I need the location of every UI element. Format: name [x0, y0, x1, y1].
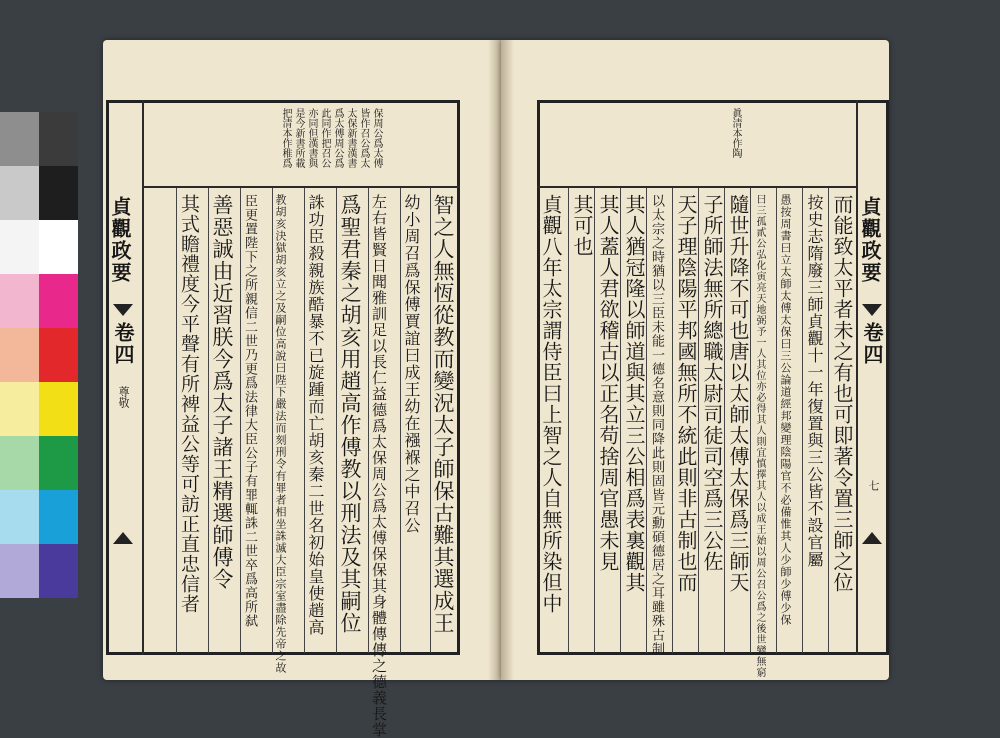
fishtail-mark-top [113, 304, 133, 316]
swatch-gray [0, 112, 39, 166]
left-headnote-rule [142, 186, 460, 188]
column-rule [698, 188, 699, 653]
swatch-salmon [0, 328, 39, 382]
text-column-7: 天子理陰陽平邦國無所不統此則非古制也而 [674, 194, 698, 593]
text-column-3: 左右皆賢日聞雅訓足以長仁益德爲太保周公爲太傅保保其身體傳傳之德義長掌 [370, 194, 388, 738]
column-rule [272, 188, 273, 653]
column-rule [776, 188, 777, 653]
fishtail-mark-top-right [862, 304, 882, 316]
swatch-purple [39, 544, 78, 598]
text-column-1: 智之人無恆從教而變況太子師保古難其選成王 [431, 194, 455, 634]
headnote-line: 爲太傅周公爲 [332, 108, 343, 168]
column-rule [620, 188, 621, 653]
book-title-label: 貞觀政要 [108, 196, 132, 284]
headnote-line: 是今新書所載 [293, 108, 304, 168]
swatch-light-cyan [0, 490, 39, 544]
text-column-2: 按史志隋廢三師貞觀十一年復置與三公皆不設官屬 [805, 194, 824, 568]
swatch-white-2 [39, 220, 78, 274]
column-rule [750, 188, 751, 653]
text-column-1: 而能致太平者未之有也可即著令置三師之位 [830, 194, 854, 593]
column-rule [176, 188, 177, 653]
left-edge-column-rule [142, 100, 144, 655]
swatch-black [39, 166, 78, 220]
column-rule [802, 188, 803, 653]
volume-label-right: 卷四 [860, 322, 884, 366]
column-rule [646, 188, 647, 653]
book-gutter [488, 40, 514, 680]
text-column-8: 以太宗之時猶以三臣未能一德名意則同降此則固皆元勳碩德居之耳雖殊古制 [649, 194, 664, 656]
column-rule [724, 188, 725, 653]
swatch-light-yellow [0, 382, 39, 436]
text-column-6: 教胡亥決獄胡亥立之及嗣位高說曰陛下嚴法而刻刑令有罪者相坐誅滅大臣宗室盡除先帝之故 [274, 194, 287, 674]
text-column-12: 貞觀八年太宗謂侍臣曰上智之人自無所染但中 [539, 194, 563, 614]
text-column-6: 子所師法無所總職太尉司徒司空爲三公佐 [700, 194, 724, 572]
swatch-dark-gray [39, 112, 78, 166]
headnote-line: 把清本作稚爲 [280, 108, 291, 168]
headnote-line: 太保新書漢書 [345, 108, 356, 168]
swatch-white [0, 220, 39, 274]
color-calibration-strip [0, 112, 78, 602]
volume-label: 卷四 [111, 322, 135, 366]
text-column-5: 隨世升降不可也唐以太師太傅太保爲三師天 [726, 194, 750, 593]
swatch-pink [0, 274, 39, 328]
column-rule [828, 188, 829, 653]
text-column-10: 其人蓋人君欲稽古以正名苟捨周官愚未見 [596, 194, 620, 572]
leaf-number: 七 [867, 480, 880, 491]
swatch-light-green [0, 436, 39, 490]
column-rule [336, 188, 337, 653]
swatch-yellow [39, 382, 78, 436]
column-rule [594, 188, 595, 653]
swatch-lavender [0, 544, 39, 598]
right-headnote-rule [537, 186, 856, 188]
fishtail-mark-bottom [113, 532, 133, 544]
text-column-5: 誅功臣殺親族酷暴不已旋踵而亡胡亥秦二世名初始皇使趙高 [306, 194, 325, 636]
small-label: 尊敬 [117, 386, 130, 408]
column-rule [208, 188, 209, 653]
headnote-line: 亦同但漢書與 [306, 108, 317, 168]
book-title-label-right: 貞觀政要 [858, 196, 882, 284]
swatch-green [39, 436, 78, 490]
text-column-4: 曰三孤貳公弘化寅亮天地弼予一人其位亦必得其人則宜慎擇其人以成王始以周公召公爲之後世變無窮 [754, 194, 765, 678]
column-rule [240, 188, 241, 653]
headnote-line: 此同作把召公 [319, 108, 330, 168]
text-column-2: 幼小周召爲保傅賈誼曰成王幼在襁褓之中召公 [402, 194, 421, 534]
right-edge-column-rule [856, 100, 858, 655]
column-rule [400, 188, 401, 653]
right-headnote: 眞清本作陶 [730, 108, 741, 158]
text-column-4: 爲聖君秦之胡亥用趙高作傅教以刑法及其嗣位 [338, 194, 362, 634]
text-column-7: 臣更置陛下之所親信二世乃更爲法律大臣公子有罪輒誅二世卒爲高所弑 [242, 194, 257, 628]
column-rule [672, 188, 673, 653]
swatch-cyan [39, 490, 78, 544]
text-column-9: 其式瞻禮度今平聲有所裨益公等可訪正直忠信者 [178, 194, 200, 614]
swatch-light-gray [0, 166, 39, 220]
text-column-9: 其人猶冠隆以師道與其立三公相爲表裏觀其 [622, 194, 646, 593]
text-column-11: 其可也 [570, 194, 594, 257]
text-column-3: 愚按周書曰立太師太傅太保曰三公論道經邦變理陰陽官不必備惟其人少師少傅少保 [779, 194, 792, 626]
fishtail-mark-bottom-right [862, 532, 882, 544]
swatch-magenta [39, 274, 78, 328]
headnote-line: 皆作召公爲太 [358, 108, 369, 168]
swatch-red [39, 328, 78, 382]
column-rule [368, 188, 369, 653]
headnote-line: 保周公爲太傅 [371, 108, 382, 168]
column-rule [304, 188, 305, 653]
column-rule [568, 188, 569, 653]
text-column-8: 善惡誠由近習朕今爲太子諸王精選師傅令 [210, 194, 234, 590]
